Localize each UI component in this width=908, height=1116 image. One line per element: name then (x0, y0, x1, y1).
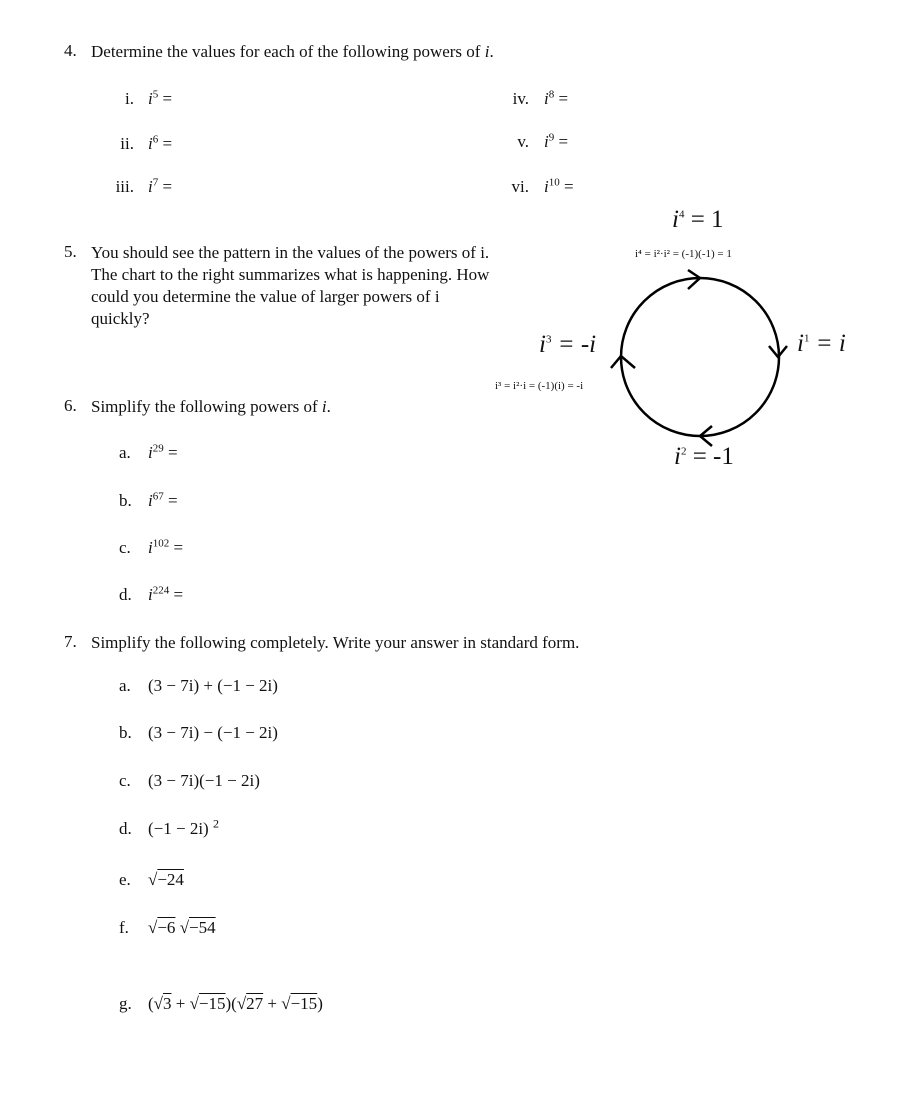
q4-item-expr: $i^7$ = (148, 176, 173, 196)
cycle-arrow-left (611, 356, 635, 368)
q7-item-expr: (3 − 7i) + (−1 − 2i) (148, 676, 278, 695)
q4-item-expr: $i^{10}$ = (544, 176, 574, 196)
q4-item-label: vi. (511, 177, 529, 196)
q7-item-expr: (√3 + √−15)(√27 + √−15) (148, 994, 323, 1013)
q5-number: 5. (64, 242, 77, 261)
q6-item-expr: $i^{102}$ = (148, 537, 184, 557)
q7-item-label: c. (119, 771, 131, 790)
q7-item-label: a. (119, 676, 131, 695)
q7-item-expr: √−24 (148, 870, 184, 889)
q7-item-expr: (3 − 7i) − (−1 − 2i) (148, 723, 278, 742)
q4-item-label: i. (125, 89, 134, 108)
q7-text: Simplify the following completely. Write your answer in standard form. (91, 633, 580, 652)
cycle-circle (621, 278, 779, 436)
q6-text: Simplify the following powers of i. (91, 397, 331, 416)
q6-item-label: b. (119, 491, 132, 510)
q4-item-label: v. (517, 132, 529, 151)
cycle-right-label: $i^1 = i$ (797, 330, 846, 357)
q6-item-expr: $i^{67}$ = (148, 490, 178, 510)
q7-item-label: f. (119, 918, 129, 937)
cycle-top-note: i⁴ = i²·i² = (-1)(-1) = 1 (635, 248, 732, 260)
q4-number: 4. (64, 41, 77, 60)
q4-item-label: iii. (115, 177, 134, 196)
q4-item-label: iv. (512, 89, 529, 108)
cycle-left-note: i³ = i²·i = (-1)(i) = -i (495, 380, 584, 392)
q7-item-label: g. (119, 994, 132, 1013)
q6-item-expr: $i^{224}$ = (148, 584, 184, 604)
cycle-bottom-label: $i^2 = -1$ (674, 443, 734, 470)
q6-item-expr: $i^{29}$ = (148, 442, 178, 462)
q4-text: Determine the values for each of the following powers of i. (91, 42, 494, 61)
q6-number: 6. (64, 396, 77, 415)
q7-number: 7. (64, 632, 77, 651)
q4-item-expr: $i^8$ = (544, 88, 569, 108)
q7-item-label: e. (119, 870, 131, 889)
q4-item-label: ii. (120, 134, 134, 153)
cycle-left-label: $i^3 = -i$ (539, 331, 597, 358)
q6-item-label: d. (119, 585, 132, 604)
q7-item-expr: (3 − 7i)(−1 − 2i) (148, 771, 260, 790)
q6-item-label: c. (119, 538, 131, 557)
q4-item-expr: $i^6$ = (148, 133, 173, 153)
q7-item-label: d. (119, 819, 132, 838)
q7-item-label: b. (119, 723, 132, 742)
cycle-top-label: $i^4 = 1$ (672, 206, 724, 233)
q7-item-expr: (−1 − 2i) $^2$ (148, 816, 219, 838)
q4-item-expr: $i^5$ = (148, 88, 173, 108)
q4-item-expr: $i^9$ = (544, 131, 569, 151)
q5-text: You should see the pattern in the values of the powers of i. The chart to the right summarizes what is happening. How could you determine the value of larger powers of i quickly? (91, 243, 490, 328)
q6-item-label: a. (119, 443, 131, 462)
q7-item-expr: √−6 √−54 (148, 918, 216, 937)
